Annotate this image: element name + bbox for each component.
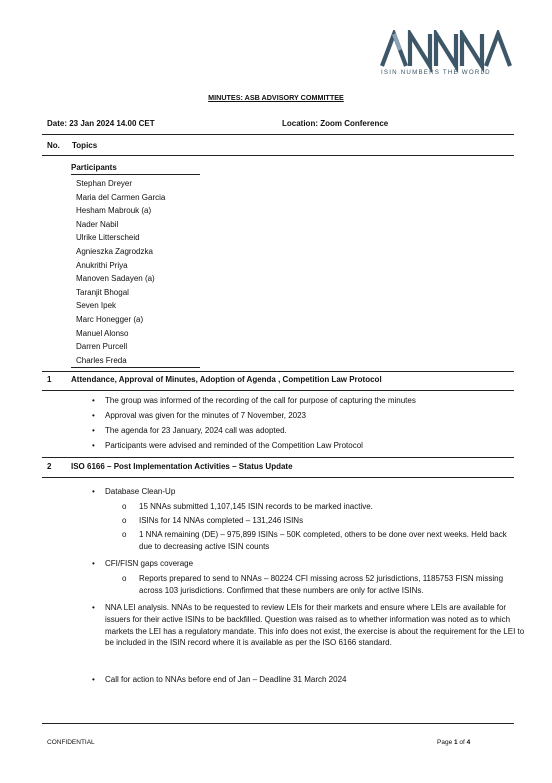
- section-2-number: 2: [47, 462, 52, 471]
- participant: Anukrithi Priya: [76, 260, 128, 270]
- participant: Seven Ipek: [76, 301, 117, 311]
- participants-heading: Participants: [71, 163, 117, 172]
- divider: [42, 155, 514, 156]
- participant: Ulrike Litterscheid: [76, 233, 140, 243]
- participant: Marc Honegger (a): [76, 314, 144, 324]
- bullet-icon: •: [92, 426, 95, 435]
- divider: [42, 723, 514, 724]
- page-number: Page 1 of 4: [437, 739, 471, 746]
- participants-list: [76, 177, 165, 367]
- bullet-icon: •: [92, 396, 95, 405]
- section-1-title: Attendance, Approval of Minutes, Adoption of Agenda , Competition Law Protocol: [71, 375, 382, 384]
- document-page: ISIN NUMBERS THE WORLD MINUTES: ASB ADVISORY COMMITTEE Date: 23 Jan 2024 14.00 CET Location: Zoom Conference No. Topics Participants Stephan Dreyer Maria del Carmen Garcia Hesham Mabrouk (a) Nader Nabil Ulrike Litterscheid Agnieszka Zagrodzka Anukrithi Priya Manoven Sadayen (a) Taranjit Bhogal Seven Ipek Marc Honegger (a) Manuel Alonso Darren Purcell Charles Freda 1 Attendance, Approval of Minutes, Adoption of Agenda , Competition Law Protocol • The group was informed of the recording of the call for purpose of capturing the minutes • Approval was given for the minutes of 7 November, 2023 • The agenda for 23 January, 2024 call was adopted. • Participants were advised and reminded of the Competition Law Protocol 2 ISO 6166 – Post Implementation Activities – Status Update • Database Clean-Up o 15 NNAs submitted 1,107,145 ISIN records to be marked inactive. o ISINs for 14 NNAs completed – 131,246 ISINs o 1 NNA remaining (DE) – 975,899 ISINs – 50K completed, others to be done over next weeks. Held back due to decreasing active ISIN counts • CFI/FISN gaps coverage o Reports prepared to send to NNAs – 80224 CFI missing across 52 jurisdictions, 1185753 FISN missing across 103 jurisdictions. Confirmed that these numbers are only for active ISINs. • NNA LEI analysis. NNAs to be requested to review LEIs for their markets and ensure where LEIs are available for issuers for their active ISINs to be backfilled. Question was raised as to whether information was noted as to which markets the LEI has a regulatory mandate. This info does not exist, the exercise is about the requirement for the LEI to be included in the ISIN record where it is available as per the ISO 6166 standard. • Call for action to NNAs before end of Jan – Deadline 31 March 2024 CONFIDENTIAL Page 1 of 4: [0, 0, 552, 783]
- divider: [42, 477, 514, 478]
- circle-bullet-icon: o: [122, 574, 127, 583]
- lei-analysis-text: NNA LEI analysis. NNAs to be requested to review LEIs for their markets and ensure where LEIs are available for issuers for their active ISINs to be backfilled. Question was raised as to whether information was noted as to which markets the LEI has a regulatory mandate. This info does not exist, the exercise is about the requirement for the LEI to be included in the ISIN record where it is available as per the ISO 6166 standard.: [105, 603, 525, 648]
- confidential-label: CONFIDENTIAL: [47, 739, 95, 746]
- column-header-no: No.: [47, 141, 60, 150]
- bullet-icon: •: [92, 411, 95, 420]
- participant: Manoven Sadayen (a): [76, 274, 155, 284]
- circle-bullet-icon: o: [122, 502, 127, 511]
- participant: Nader Nabil: [76, 219, 119, 229]
- participant: Maria del Carmen Garcia: [76, 192, 166, 202]
- divider: [42, 390, 514, 391]
- section-1-number: 1: [47, 375, 52, 384]
- participants-divider: [71, 174, 200, 175]
- divider: [42, 371, 514, 372]
- bullet-icon: •: [92, 487, 95, 496]
- logo-tagline: ISIN NUMBERS THE WORLD: [381, 69, 491, 76]
- divider: [42, 134, 514, 135]
- participant: Taranjit Bhogal: [76, 287, 129, 297]
- section-2-title: ISO 6166 – Post Implementation Activities – Status Update: [71, 462, 293, 471]
- participants-divider: [71, 367, 200, 368]
- participant: Manuel Alonso: [76, 328, 129, 338]
- bullet-icon: •: [92, 441, 95, 450]
- participant: Hesham Mabrouk (a): [76, 206, 152, 216]
- column-header-topics: Topics: [72, 141, 98, 150]
- participant: Charles Freda: [76, 355, 127, 365]
- divider: [42, 457, 514, 458]
- participant: Agnieszka Zagrodzka: [76, 246, 153, 256]
- circle-bullet-icon: o: [122, 530, 127, 539]
- participant: Stephan Dreyer: [76, 179, 133, 188]
- bullet-icon: •: [92, 603, 95, 612]
- meeting-date: Date: 23 Jan 2024 14.00 CET: [47, 119, 155, 128]
- bullet-icon: •: [92, 559, 95, 568]
- participant: Darren Purcell: [76, 342, 128, 352]
- meeting-location: Location: Zoom Conference: [282, 119, 389, 128]
- circle-bullet-icon: o: [122, 516, 127, 525]
- bullet-icon: •: [92, 675, 95, 684]
- document-title: MINUTES: ASB ADVISORY COMMITTEE: [208, 93, 344, 102]
